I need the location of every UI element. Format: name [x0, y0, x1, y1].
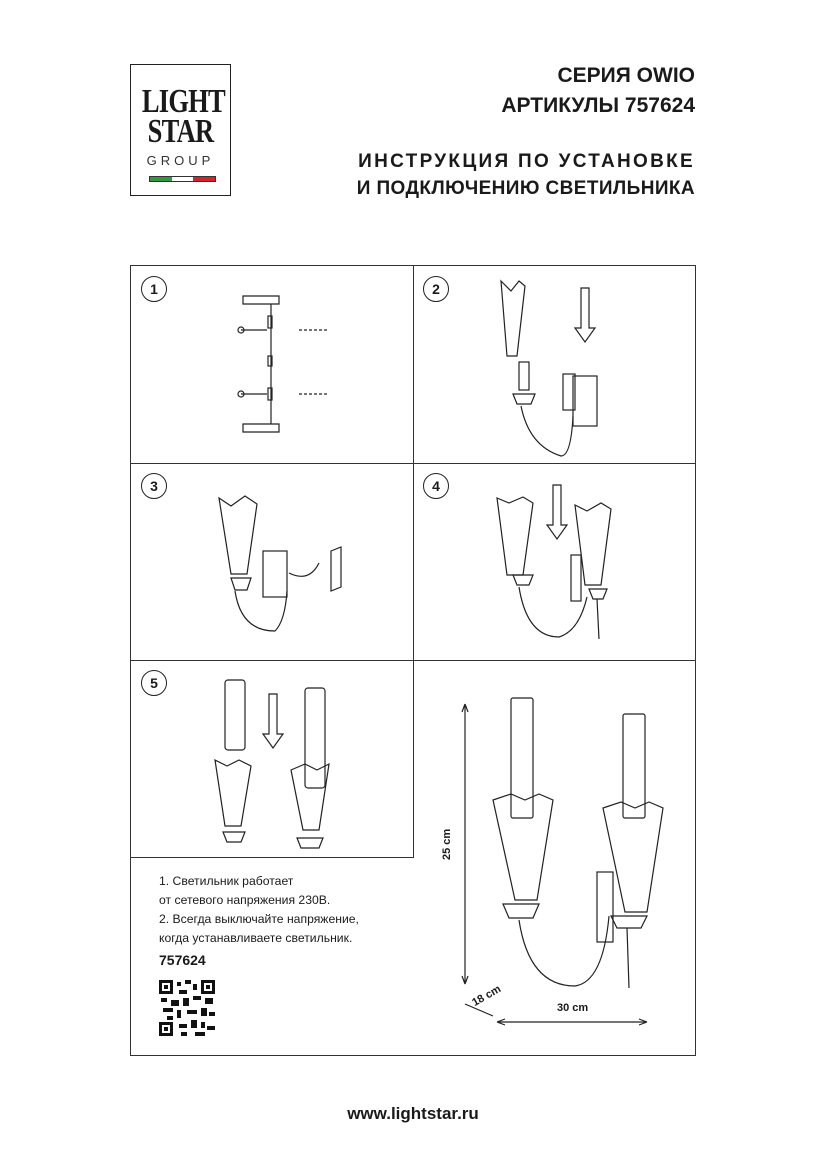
document-title-line1: ИНСТРУКЦИЯ ПО УСТАНОВКЕ [358, 151, 695, 172]
note-line: 1. Светильник работает [159, 874, 294, 888]
note-line: от сетевого напряжения 230В. [159, 893, 331, 907]
shade-install-illustration [413, 266, 695, 463]
qr-code[interactable] [159, 980, 215, 1036]
step-number: 1 [141, 276, 167, 302]
height-dimension: 25 cm [441, 828, 453, 860]
article-title: АРТИКУЛЫ 757624 [501, 94, 695, 117]
lightstar-logo [130, 64, 231, 196]
step-1-panel [131, 266, 413, 463]
wiring-illustration [131, 463, 413, 660]
safety-notes [159, 872, 359, 948]
dimensions-panel [413, 660, 695, 1055]
document-title-line2: И ПОДКЛЮЧЕНИЮ СВЕТИЛЬНИКА [356, 178, 695, 199]
article-code: 757624 [159, 952, 206, 968]
depth-dimension: 18 cm [470, 983, 504, 1009]
notes-panel [131, 858, 413, 1055]
step-3-panel [131, 463, 413, 660]
website-link[interactable]: www.lightstar.ru [347, 1104, 479, 1123]
width-dimension: 30 cm [557, 1002, 589, 1014]
step-number: 3 [141, 473, 167, 499]
step-2-panel [413, 266, 695, 463]
bracket-mounting-illustration [131, 266, 413, 463]
logo-text-star: STAR [147, 113, 214, 150]
lamp-assembly-illustration [413, 463, 695, 660]
step-5-panel [131, 660, 413, 857]
step-number: 5 [141, 670, 167, 696]
logo-text-group: GROUP [146, 153, 215, 168]
step-4-panel [413, 463, 695, 660]
bulb-install-illustration [131, 660, 413, 857]
italian-flag-stripe [149, 176, 216, 182]
series-title: СЕРИЯ OWIO [557, 64, 695, 87]
step-number: 4 [423, 473, 449, 499]
logo-text-light: LIGHT [141, 83, 225, 120]
lamp-dimensions-drawing [413, 660, 695, 1055]
note-line: 2. Всегда выключайте напряжение, [159, 912, 359, 926]
note-line: когда устанавливаете светильник. [159, 931, 353, 945]
instruction-grid [130, 265, 696, 1056]
step-number: 2 [423, 276, 449, 302]
